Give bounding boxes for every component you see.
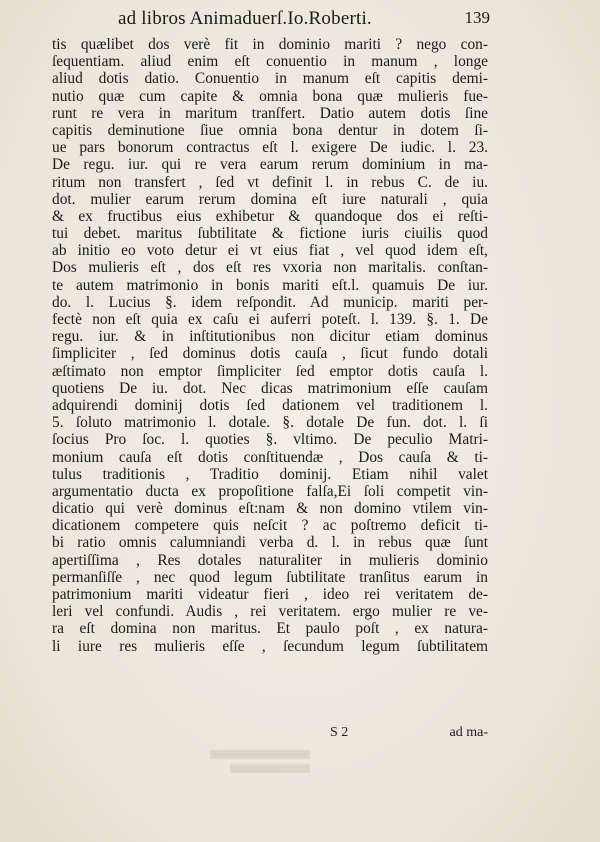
text-line: regu. iur. & in inſtitutionibus non dicitur etiam dominus xyxy=(52,328,488,346)
text-line: tui debet. maritus ſubtilitate & fictione iuris ciuilis quod xyxy=(52,225,488,243)
signature-mark: S 2 xyxy=(330,725,349,740)
text-line: De regu. iur. qui re vera earum rerum dominium in ma- xyxy=(52,156,488,174)
body-text xyxy=(52,36,488,655)
text-line: monium cauſa eſt dotis conſtituendæ , Dos cauſa & ti- xyxy=(52,448,488,466)
text-line: dot. mulier earum rerum domina eſt iure naturali , quia xyxy=(52,190,488,208)
text-line: permanſiſſe , nec quod legum ſubtilitate tranſitus earum in xyxy=(52,568,488,586)
text-line: dicationem competere quis neſcit ? ac poſtremo deficit ti- xyxy=(52,517,488,535)
text-line: Dos mulieris eſt , dos eſt res vxoria non maritalis. conſtan- xyxy=(52,259,488,277)
page-header xyxy=(118,0,490,36)
text-line: apertiſſima , Res dotales naturaliter in mulieris dominio xyxy=(52,551,488,569)
running-head: ad libros Animaduerſ.Io.Roberti. xyxy=(118,8,372,29)
text-line: tis quælibet dos verè fit in dominio mariti ? nego con- xyxy=(52,36,488,53)
text-line: ra eſt domina non maritus. Et paulo poſt , ex natura- xyxy=(52,620,488,638)
text-line: æſtimato non emptor ſimpliciter ſed emptor dotis cauſa l. xyxy=(52,362,488,380)
text-line: argumentatio ducta ex propoſitione falſa,Ei ſoli competit vin- xyxy=(52,482,488,500)
text-line: ue pars bonorum contractus eſt l. exigere De iudic. l. 23. xyxy=(52,139,488,157)
text-line: li iure res mulieris eſſe , ſecundum legum ſubtilitatem xyxy=(52,637,488,655)
text-line: quotiens De iu. dot. Nec dicas matrimonium eſſe cauſam xyxy=(52,379,488,397)
text-line: runt re vera in maritum tranſfert. Datio autem dotis ſine xyxy=(52,104,488,122)
text-line: bi ratio omnis calumniandi verba d. l. in rebus quæ ſunt xyxy=(52,534,488,552)
text-line: leri vel confundi. Audis , rei veritatem. ergo mulier re ve- xyxy=(52,603,488,621)
text-line: ab initio eo voto detur ei vt eius fiat , vel quod idem eſt, xyxy=(52,242,488,260)
text-line: ritum non transfert , ſed vt definit l. in rebus C. de iu. xyxy=(52,173,488,191)
text-line: adquirendi dominij dotis ſed dationem vel traditionem l. xyxy=(52,396,488,414)
text-line: capitis deminutione ſiue omnia bona dentur in dotem ſi- xyxy=(52,121,488,139)
text-line: 5. ſoluto matrimonio l. dotale. §. dotale De fun. dot. l. ſi xyxy=(52,414,488,432)
page-number: 139 xyxy=(464,8,490,27)
text-line: ſocius Pro ſoc. l. quoties §. vltimo. De peculio Matri- xyxy=(52,431,488,449)
text-line: do. l. Lucius §. idem reſpondit. Ad municip. mariti per- xyxy=(52,293,488,311)
page-footer xyxy=(52,725,488,747)
text-line: tulus traditionis , Traditio dominij. Etiam nihil valet xyxy=(52,465,488,483)
text-line: aliud dotis datio. Conuentio in manum eſt capitis demi- xyxy=(52,70,488,88)
text-line: nutio quæ cum capite & omnia bona quæ mulieris fue- xyxy=(52,87,488,105)
text-line: patrimonium mariti videatur fieri , ideo rei veritatem de- xyxy=(52,586,488,603)
show-through-ink xyxy=(210,750,330,786)
text-line: dicatio qui verè dominus eſt:nam & non domino vtilem vin- xyxy=(52,500,488,518)
text-line: & ex fructibus eius exhibetur & quandoque dos ei reſti- xyxy=(52,207,488,225)
text-line: ſequentiam. aliud enim eſt conuentio in manum , longe xyxy=(52,53,488,71)
text-line: fectè non eſt quia ex caſu ei auferri poteſt. l. 139. §. 1. De xyxy=(52,311,488,328)
text-line: te autem matrimonio in bonis mariti eſt.l. quamuis De iur. xyxy=(52,276,488,294)
catchword: ad ma- xyxy=(449,725,488,740)
text-line: ſimpliciter , ſed dominus dotis cauſa , ſicut fundo dotali xyxy=(52,345,488,363)
